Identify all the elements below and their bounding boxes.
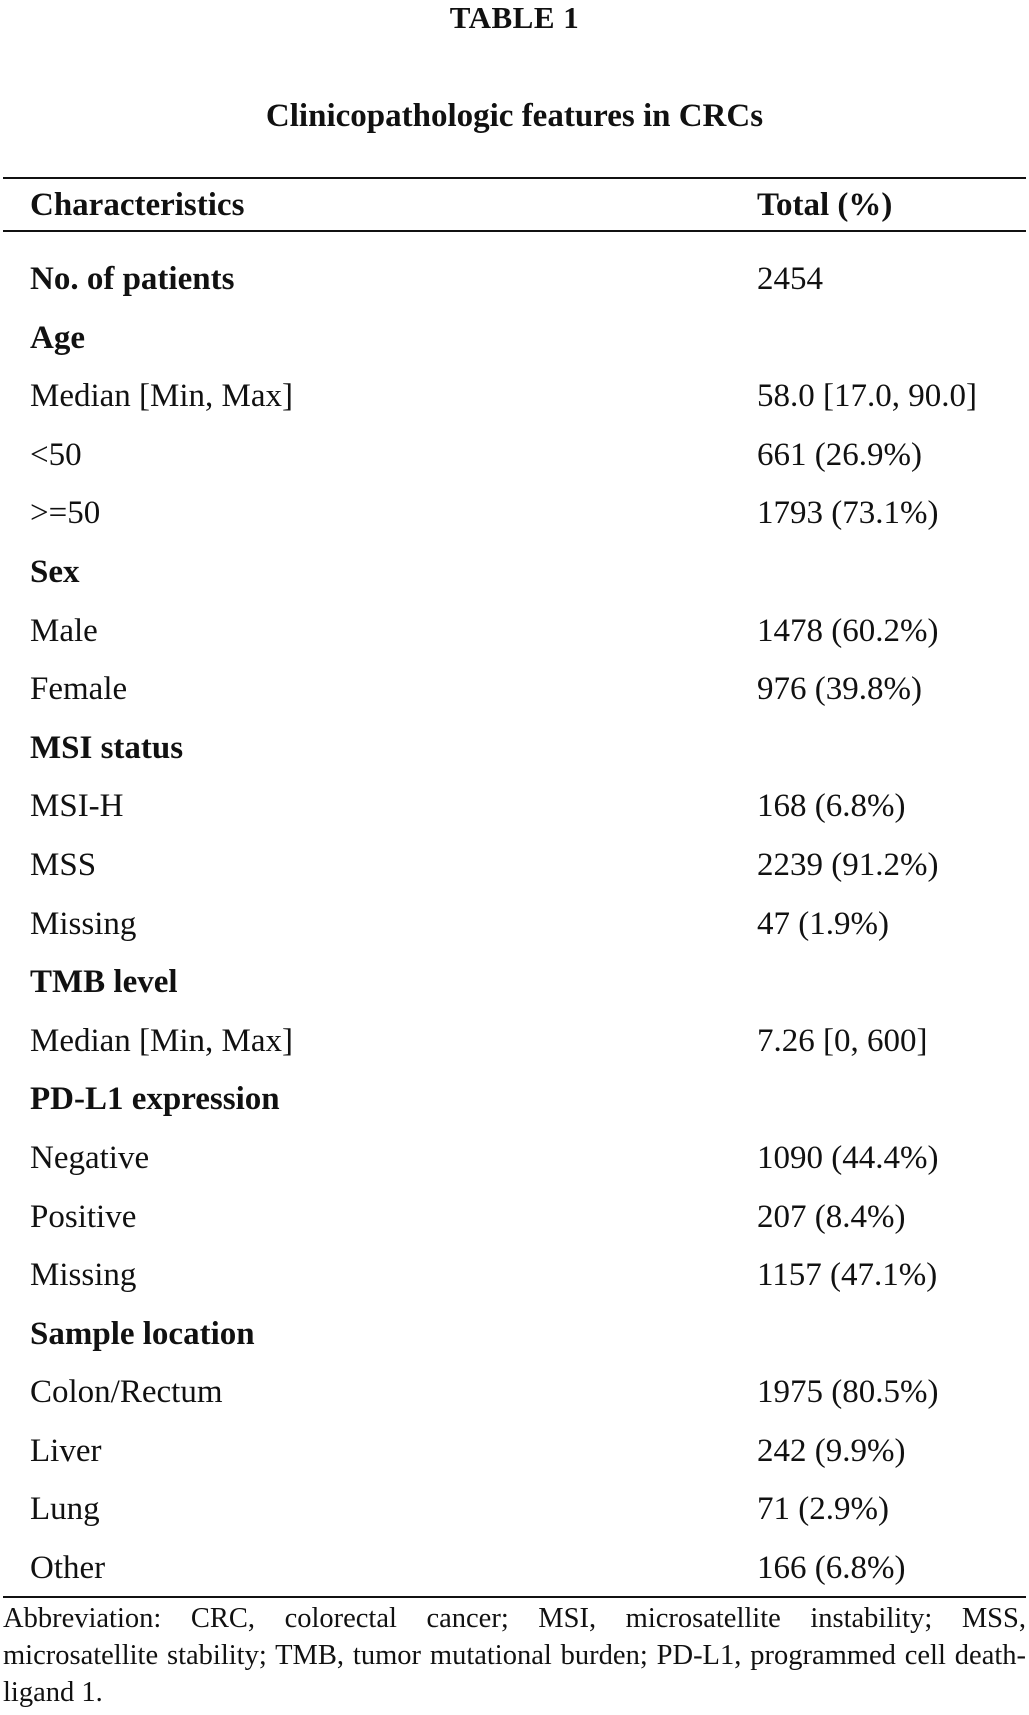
- table-body: [0, 250, 1029, 1598]
- row-value: 976 (39.8%): [757, 671, 922, 708]
- table-row: [0, 1012, 1029, 1071]
- table-row: [0, 484, 1029, 543]
- table-bottom-rule: [3, 1596, 1026, 1598]
- table-row: [0, 1363, 1029, 1422]
- row-value: 1090 (44.4%): [757, 1139, 939, 1176]
- table-footnote: Abbreviation: CRC, colorectal cancer; MSI, microsatellite instability; MSS, microsatellite stability; TMB, tumor mutational burden; PD-L1, programmed cell death-ligand 1.: [3, 1603, 1026, 1708]
- table-row: [0, 1539, 1029, 1598]
- row-value: 1975 (80.5%): [757, 1374, 939, 1411]
- table-section-row: [0, 309, 1029, 368]
- table-header-row: [0, 182, 1029, 228]
- table-row: [0, 660, 1029, 719]
- row-label: Missing: [30, 1257, 137, 1294]
- row-label: PD-L1 expression: [30, 1081, 280, 1118]
- row-label: Sample location: [30, 1315, 255, 1352]
- row-value: 168 (6.8%): [757, 788, 906, 825]
- row-label: TMB level: [30, 964, 178, 1001]
- header-total: Total (%): [757, 187, 893, 223]
- row-label: Sex: [30, 553, 80, 590]
- row-label: Age: [30, 319, 85, 356]
- row-value: 242 (9.9%): [757, 1432, 906, 1469]
- table-row: [0, 1480, 1029, 1539]
- row-value: 1478 (60.2%): [757, 612, 939, 649]
- row-label: Colon/Rectum: [30, 1374, 223, 1411]
- table-top-rule: [3, 177, 1026, 179]
- table-section-row: [0, 250, 1029, 309]
- row-label: Other: [30, 1550, 106, 1587]
- table-section-row: [0, 543, 1029, 602]
- row-value: 1157 (47.1%): [757, 1257, 938, 1294]
- row-label: <50: [30, 436, 82, 473]
- row-label: MSI-H: [30, 788, 124, 825]
- row-label: Median [Min, Max]: [30, 378, 294, 415]
- table-section-row: [0, 719, 1029, 778]
- row-value: 47 (1.9%): [757, 905, 889, 942]
- row-label: No. of patients: [30, 261, 235, 297]
- table-row: [0, 1422, 1029, 1481]
- row-value: 58.0 [17.0, 90.0]: [757, 378, 977, 415]
- row-label: Male: [30, 612, 98, 649]
- table-label: TABLE 1: [449, 0, 580, 35]
- row-value: 2454: [757, 261, 823, 297]
- table-row: [0, 1246, 1029, 1305]
- table-row: [0, 895, 1029, 954]
- table-row: [0, 836, 1029, 895]
- table-section-row: [0, 1070, 1029, 1129]
- table-row: [0, 1129, 1029, 1188]
- table-row: [0, 1188, 1029, 1247]
- row-value: 166 (6.8%): [757, 1550, 906, 1587]
- table-section-row: [0, 953, 1029, 1012]
- row-label: MSI status: [30, 729, 184, 766]
- table-row: [0, 602, 1029, 661]
- row-label: Negative: [30, 1139, 150, 1176]
- row-label: Missing: [30, 905, 137, 942]
- table-section-row: [0, 1305, 1029, 1364]
- table-header-rule: [3, 230, 1026, 232]
- row-label: >=50: [30, 495, 101, 532]
- row-value: 661 (26.9%): [757, 436, 922, 473]
- row-value: 207 (8.4%): [757, 1198, 906, 1235]
- table-caption: Clinicopathologic features in CRCs: [265, 98, 764, 134]
- row-label: Liver: [30, 1432, 102, 1469]
- row-label: Female: [30, 671, 128, 708]
- row-value: 7.26 [0, 600]: [757, 1022, 928, 1059]
- header-characteristics: Characteristics: [30, 187, 245, 223]
- table-row: [0, 426, 1029, 485]
- row-label: Positive: [30, 1198, 137, 1235]
- row-value: 71 (2.9%): [757, 1491, 889, 1528]
- row-label: Lung: [30, 1491, 100, 1528]
- row-value: 1793 (73.1%): [757, 495, 939, 532]
- row-value: 2239 (91.2%): [757, 846, 939, 883]
- table-row: [0, 367, 1029, 426]
- row-label: Median [Min, Max]: [30, 1022, 294, 1059]
- row-label: MSS: [30, 846, 97, 883]
- table-row: [0, 777, 1029, 836]
